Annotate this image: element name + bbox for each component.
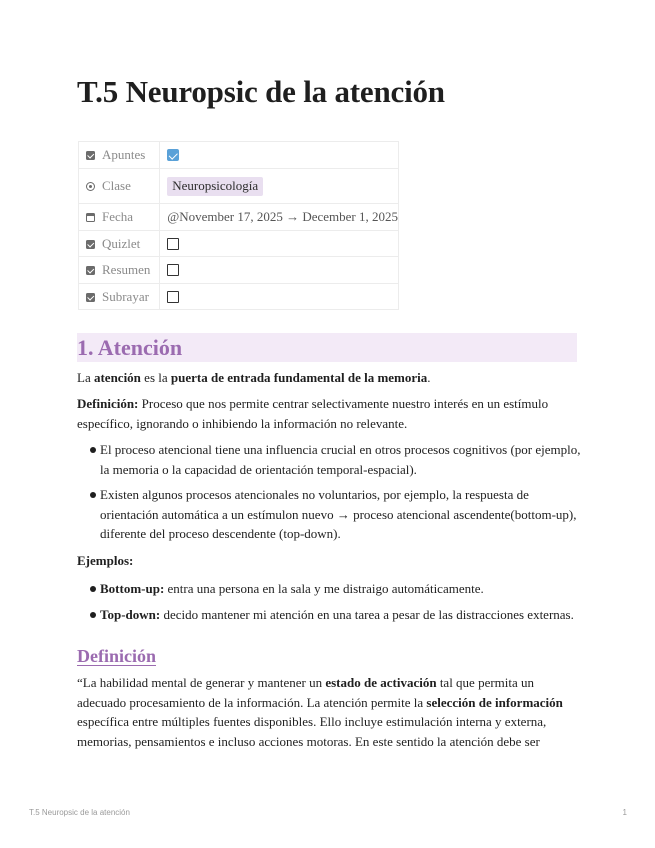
- quote-text: específica entre múltiples fuentes disponibles. Ello incluye estimulación interna y externa, memorias, pensamientos e incluso acciones motoras. En este sentido la atención debe ser: [77, 714, 547, 749]
- calendar-property-icon: [86, 213, 95, 222]
- property-row-apuntes: [79, 142, 399, 169]
- intro-paragraph: [77, 368, 583, 388]
- definition-label: Definición:: [77, 396, 139, 411]
- subrayar-checkbox[interactable]: [167, 291, 179, 303]
- select-property-icon: [86, 182, 95, 191]
- section-heading-atencion: 1. Atención: [77, 335, 183, 360]
- example-text: decido mantener mi atención en una tarea a pesar de las distracciones externas.: [160, 607, 574, 622]
- bullet-icon: [90, 447, 96, 453]
- checkbox-property-icon: [86, 293, 95, 302]
- quote-bold-term: estado de activación: [325, 675, 437, 690]
- intro-bold-term: atención: [93, 370, 141, 385]
- property-name-cell: [79, 142, 160, 169]
- property-value-cell[interactable]: [160, 284, 399, 310]
- intro-text: La: [77, 370, 94, 385]
- bullet-icon: [90, 492, 96, 498]
- property-row-quizlet: [79, 231, 399, 257]
- property-row-fecha: [79, 204, 399, 231]
- list-item: [100, 579, 584, 599]
- definition-quote-paragraph: [77, 673, 583, 751]
- property-name-cell: [79, 284, 160, 310]
- property-name-cell: [79, 231, 160, 257]
- properties-table: [78, 141, 399, 310]
- example-label: Top-down:: [100, 607, 161, 622]
- intro-bold-phrase: puerta de entrada fundamental de la memoria: [170, 370, 428, 385]
- property-label-quizlet: Quizlet: [102, 235, 141, 251]
- page-title: T.5 Neuropsic de la atención: [77, 74, 445, 109]
- property-value-cell[interactable]: [160, 231, 399, 257]
- bullet-icon: [90, 586, 96, 592]
- property-value-cell[interactable]: [160, 169, 399, 204]
- bullet-icon: [90, 612, 96, 618]
- property-name-cell: [79, 204, 160, 231]
- property-row-resumen: [79, 257, 399, 284]
- list-item: El proceso atencional tiene una influencia crucial en otros procesos cognitivos (por ejemplo, la memoria o la capacidad de orientación temporal-espacial).: [100, 442, 581, 477]
- property-row-clase: [79, 169, 399, 204]
- property-row-subrayar: [79, 284, 399, 310]
- footer-title: T.5 Neuropsic de la atención: [29, 808, 130, 817]
- property-label-fecha: Fecha: [102, 209, 134, 224]
- checkbox-property-icon: [86, 151, 95, 160]
- property-label-apuntes: Apuntes: [102, 147, 146, 162]
- quote-text: “La habilidad mental de generar y mantener un: [77, 675, 326, 690]
- property-label-resumen: Resumen: [102, 262, 151, 277]
- resumen-checkbox[interactable]: [167, 264, 179, 276]
- list-item: Existen algunos procesos atencionales no voluntarios, por ejemplo, la respuesta de orientación automática a un estímulon nuevo → proceso atencional ascendente(bottom-up), diferente del proceso descendente (top-down).: [100, 487, 577, 541]
- example-text: entra una persona en la sala y me distraigo automáticamente.: [164, 581, 484, 596]
- quote-bold-term: selección de información: [426, 694, 563, 710]
- intro-text: .: [427, 370, 431, 385]
- property-name-cell: [79, 169, 160, 204]
- examples-label: [77, 551, 583, 571]
- checkbox-property-icon: [86, 266, 95, 275]
- examples-label-text: Ejemplos:: [77, 553, 134, 568]
- property-name-cell: [79, 257, 160, 284]
- definition-text: Proceso que nos permite centrar selectivamente nuestro interés en un estímulo específico, ignorando o inhibiendo la información no relevante.: [77, 396, 549, 431]
- example-label: Bottom-up:: [100, 581, 165, 596]
- checkbox-property-icon: [86, 240, 95, 249]
- apuntes-checkbox[interactable]: [167, 149, 179, 161]
- section-heading-definicion: Definición: [77, 646, 156, 666]
- property-label-clase: Clase: [102, 178, 131, 193]
- fecha-value[interactable]: @November 17, 2025 → December 1, 2025: [160, 204, 399, 231]
- page-number: 1: [622, 808, 627, 817]
- property-label-subrayar: Subrayar: [102, 288, 149, 304]
- list-item: [100, 605, 584, 625]
- clase-tag[interactable]: Neuropsicología: [167, 177, 263, 196]
- quote-text: tal que permita un adecuado procesamiento de la información. La atención permite la: [77, 675, 535, 710]
- intro-text: es la: [140, 370, 171, 385]
- property-value-cell[interactable]: [160, 257, 399, 284]
- property-value-cell[interactable]: [160, 142, 399, 169]
- quizlet-checkbox[interactable]: [167, 238, 179, 250]
- definition-paragraph: [77, 394, 583, 433]
